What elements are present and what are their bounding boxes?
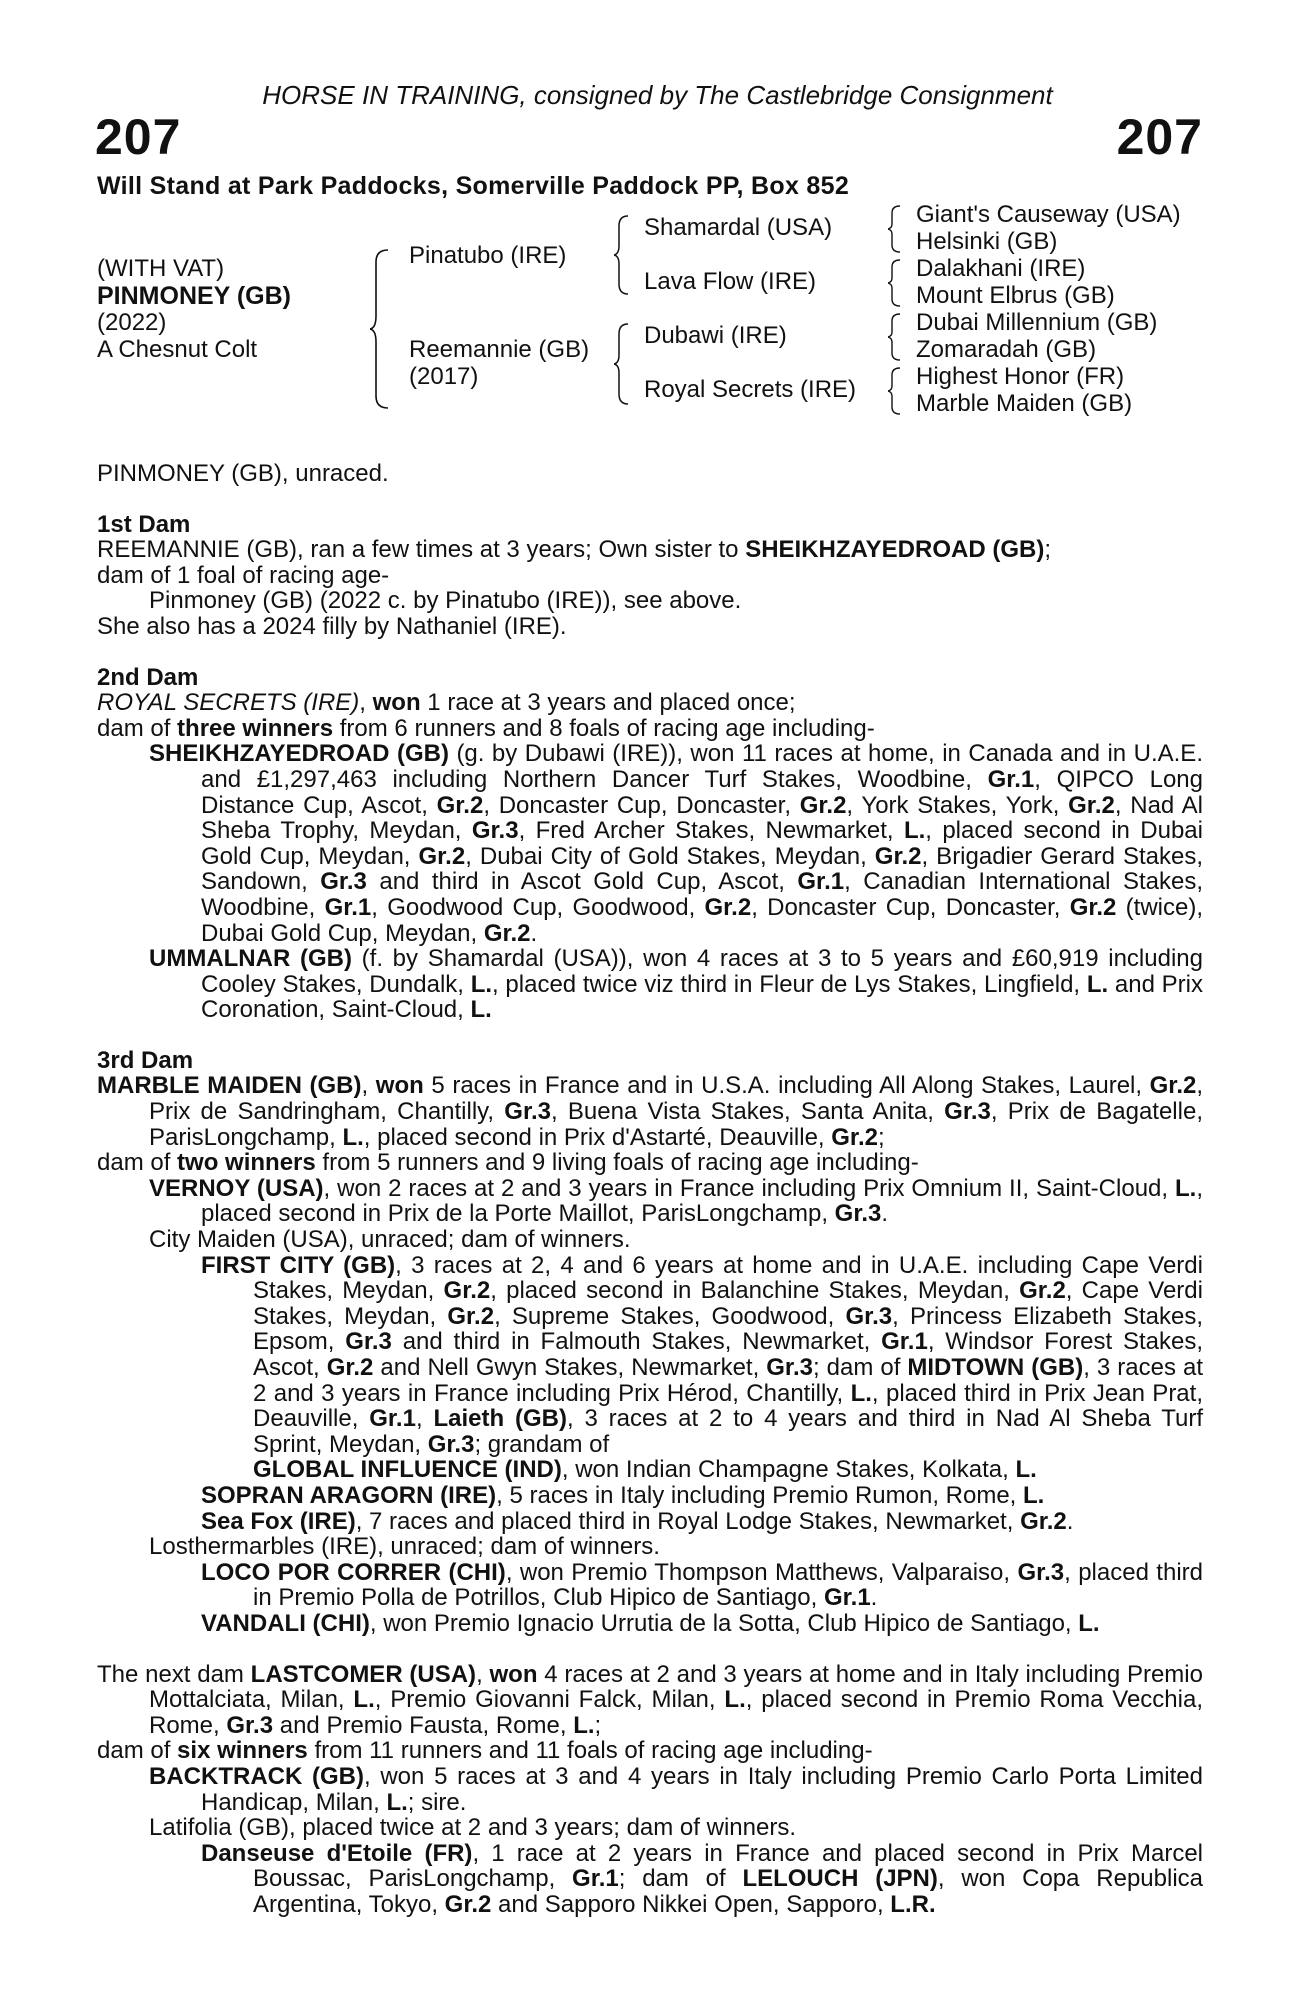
sire-sire: Shamardal (USA) [644, 214, 833, 241]
gg-4: Mount Elbrus (GB) [916, 282, 1115, 309]
gg-6: Zomaradah (GB) [916, 336, 1097, 363]
second-dam-produce-2: UMMALNAR (GB) (f. by Shamardal (USA)), won 4 races at 3 to 5 years and £60,919 including Cooley Stakes, Dundalk, L., placed twice viz third in Fleur de Lys Stakes, Lingfield, L. and Prix Coronation, Saint-Cloud, L. [149, 945, 1204, 1024]
vat-note: (WITH VAT) [97, 255, 225, 282]
dam-dam: Royal Secrets (IRE) [644, 376, 857, 403]
pedigree-brace-main [370, 248, 390, 410]
horse-name: PINMONEY (GB) [97, 282, 291, 310]
gg-1: Giant's Causeway (USA) [916, 201, 1181, 228]
dam-sire: Dubawi (IRE) [644, 322, 787, 349]
gg-8: Marble Maiden (GB) [916, 390, 1133, 417]
next-dam-grandproduce-1: Danseuse d'Etoile (FR), 1 race at 2 years in France and placed second in Prix Marcel Boussac, ParisLongchamp, Gr.1; dam of LELOUCH (JPN), won Copa Republica Argentina, Tokyo, Gr.2 and Sapporo Nikkei Open, Sapporo, L.R. [201, 1839, 1203, 1918]
next-dam-line: The next dam LASTCOMER (USA), won 4 races at 2 and 3 years at home and in Italy including Premio Mottalciata, Milan, L., Premio Giovanni Falck, Milan, L., placed second in Premio Roma Vecchia, Rome, Gr.3 and Premio Fausta, Rome, L.; [97, 1660, 1204, 1739]
first-dam-note: She also has a 2024 filly by Nathaniel (IRE). [97, 612, 567, 640]
sire-dam: Lava Flow (IRE) [644, 268, 817, 295]
third-dam-produce-2: City Maiden (USA), unraced; dam of winners. [149, 1226, 631, 1254]
second-dam-line: ROYAL SECRETS (IRE), won 1 race at 3 years and placed once; [97, 689, 796, 717]
lot-number-left: 207 [95, 109, 182, 165]
pedigree-brace-sire [614, 214, 630, 296]
first-dam-title: 1st Dam [97, 510, 191, 538]
next-dam-produce-2: Latifolia (GB), placed twice at 2 and 3 years; dam of winners. [149, 1814, 796, 1842]
consignment-line: HORSE IN TRAINING, consigned by The Castlebridge Consignment [262, 80, 1053, 110]
stand-location: Will Stand at Park Paddocks, Somerville Paddock PP, Box 852 [97, 172, 850, 200]
third-dam-great-grandproduce: GLOBAL INFLUENCE (IND), won Indian Champagne Stakes, Kolkata, L. [253, 1456, 1037, 1484]
first-dam-para: REEMANNIE (GB), ran a few times at 3 years; Own sister to SHEIKHZAYEDROAD (GB); [97, 536, 1051, 564]
horse-description: A Chesnut Colt [97, 336, 258, 363]
pedigree-brace-g4 [888, 366, 902, 416]
next-dam-produce-1: BACKTRACK (GB), won 5 races at 3 and 4 years in Italy including Premio Carlo Porta Limited Handicap, Milan, L.; sire. [149, 1762, 1204, 1816]
sire: Pinatubo (IRE) [409, 242, 567, 269]
second-dam-produce-summary: dam of three winners from 6 runners and 8 foals of racing age including- [97, 714, 875, 742]
dam-year: (2017) [409, 363, 479, 390]
gg-5: Dubai Millennium (GB) [916, 309, 1158, 336]
third-dam-title: 3rd Dam [97, 1046, 194, 1074]
third-dam-line: MARBLE MAIDEN (GB), won 5 races in France and in U.S.A. including All Along Stakes, Laurel, Gr.2, Prix de Sandringham, Chantilly, Gr.3, Buena Vista Stakes, Santa Anita, Gr.3, Prix de Bagatelle, ParisLongchamp, L., placed second in Prix d'Astarté, Deauville, Gr.2; [97, 1072, 1204, 1151]
horse-year: (2022) [97, 309, 167, 336]
third-dam-grandproduce-1: FIRST CITY (GB), 3 races at 2, 4 and 6 years at home and in U.A.E. including Cape Verdi Stakes, Meydan, Gr.2, placed second in Balanchine Stakes, Meydan, Gr.2, Cape Verdi Stakes, Meydan, Gr.2, Supreme Stakes, Goodwood, Gr.3, Princess Elizabeth Stakes, Epsom, Gr.3 and third in Falmouth Stakes, Newmarket, Gr.1, Windsor Forest Stakes, Ascot, Gr.2 and Nell Gwyn Stakes, Newmarket, Gr.3; dam of MIDTOWN (GB), 3 races at 2 and 3 years in France including Prix Hérod, Chantilly, L., placed third in Prix Jean Prat, Deauville, Gr.1, Laieth (GB), 3 races at 2 to 4 years and third in Nad Al Sheba Turf Sprint, Meydan, Gr.3; grandam of [201, 1251, 1204, 1458]
third-dam-grandproduce-2: SOPRAN ARAGORN (IRE), 5 races in Italy including Premio Rumon, Rome, L. [201, 1481, 1045, 1509]
second-dam-produce-1: SHEIKHZAYEDROAD (GB) (g. by Dubawi (IRE)), won 11 races at home, in Canada and in U.A.E. and £1,297,463 including Northern Dancer Turf Stakes, Woodbine, Gr.1, QIPCO Long Distance Cup, Ascot, Gr.2, Doncaster Cup, Doncaster, Gr.2, York Stakes, York, Gr.2, Nad Al Sheba Trophy, Meydan, Gr.3, Fred Archer Stakes, Newmarket, L., placed second in Dubai Gold Cup, Meydan, Gr.2, Dubai City of Gold Stakes, Meydan, Gr.2, Brigadier Gerard Stakes, Sandown, Gr.3 and third in Ascot Gold Cup, Ascot, Gr.1, Canadian International Stakes, Woodbine, Gr.1, Goodwood Cup, Goodwood, Gr.2, Doncaster Cup, Doncaster, Gr.2 (twice), Dubai Gold Cup, Meydan, Gr.2. [149, 740, 1204, 947]
first-dam-produce: Pinmoney (GB) (2022 c. by Pinatubo (IRE)), see above. [149, 587, 742, 615]
first-dam-foals: dam of 1 foal of racing age- [97, 561, 390, 589]
third-dam-produce-1: VERNOY (USA), won 2 races at 2 and 3 years in France including Prix Omnium II, Saint-Cloud, L., placed second in Prix de la Porte Maillot, ParisLongchamp, Gr.3. [149, 1174, 1203, 1228]
dam: Reemannie (GB) [409, 336, 590, 363]
third-dam-grandproduce-5: VANDALI (CHI), won Premio Ignacio Urrutia de la Sotta, Club Hipico de Santiago, L. [201, 1609, 1100, 1637]
intro-line: PINMONEY (GB), unraced. [97, 460, 389, 487]
pedigree-brace-dam [614, 322, 630, 406]
pedigree-brace-g2 [888, 258, 902, 308]
gg-3: Dalakhani (IRE) [916, 255, 1086, 282]
third-dam-produce-summary: dam of two winners from 5 runners and 9 living foals of racing age including- [97, 1149, 919, 1177]
gg-2: Helsinki (GB) [916, 228, 1058, 255]
pedigree-brace-g3 [888, 312, 902, 362]
third-dam-grandproduce-4: LOCO POR CORRER (CHI), won Premio Thompson Matthews, Valparaiso, Gr.3, placed third in Premio Polla de Potrillos, Club Hipico de Santiago, Gr.1. [201, 1558, 1203, 1612]
catalogue-body [97, 461, 1203, 1917]
second-dam-title: 2nd Dam [97, 663, 199, 691]
lot-number-right: 207 [1116, 109, 1203, 165]
third-dam-produce-3: Losthermarbles (IRE), unraced; dam of winners. [149, 1533, 660, 1561]
next-dam-produce-summary: dam of six winners from 11 runners and 11 foals of racing age including- [97, 1737, 873, 1765]
gg-7: Highest Honor (FR) [916, 363, 1125, 390]
third-dam-grandproduce-3: Sea Fox (IRE), 7 races and placed third in Royal Lodge Stakes, Newmarket, Gr.2. [201, 1507, 1074, 1535]
pedigree-brace-g1 [888, 204, 902, 254]
